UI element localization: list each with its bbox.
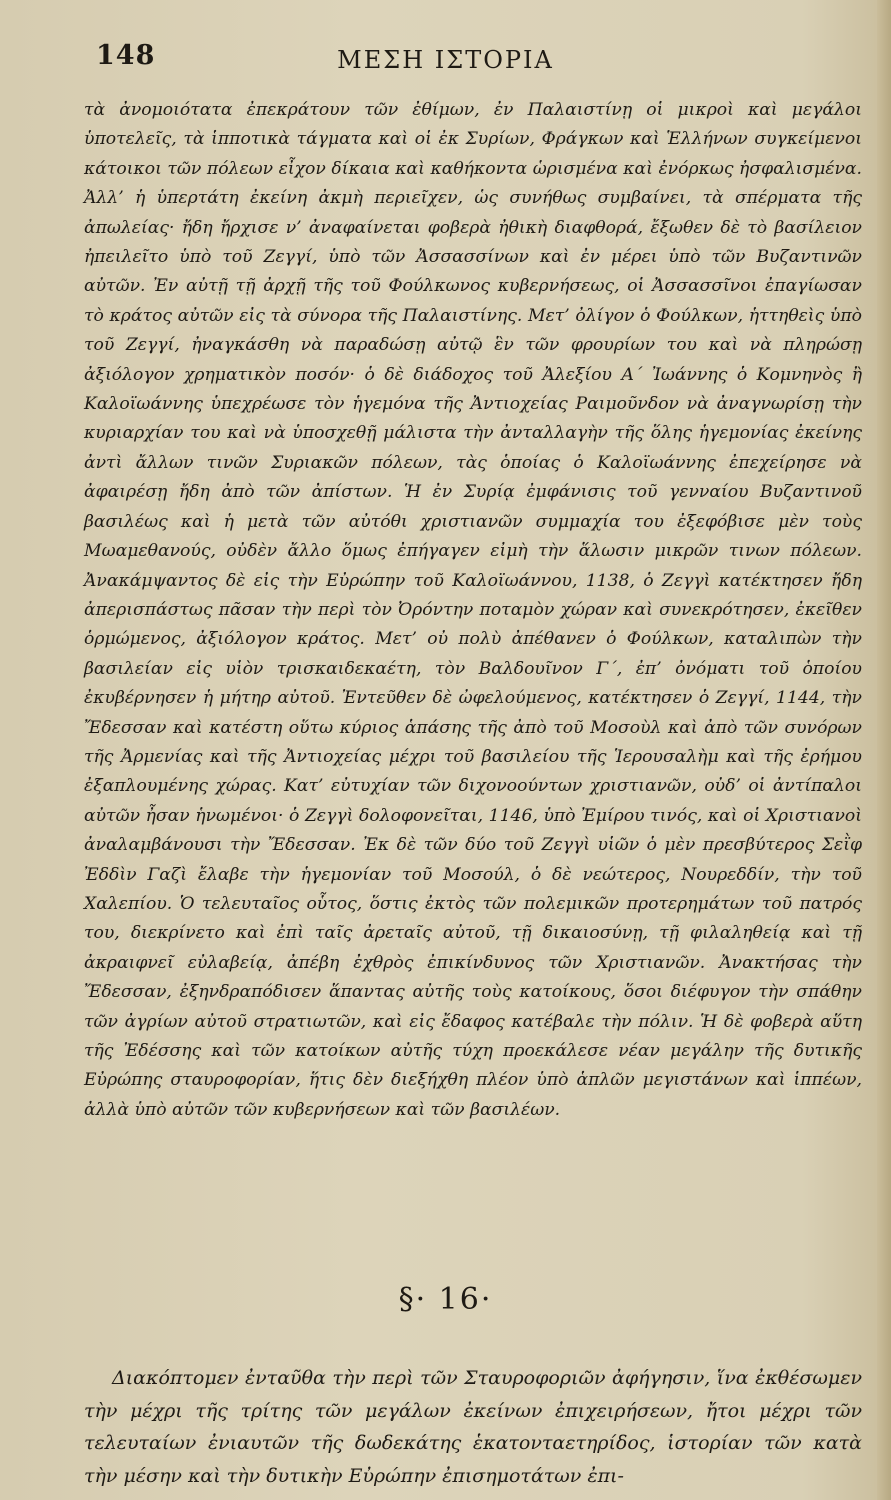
page-header xyxy=(0,40,891,90)
paragraph-2: Διακόπτομεν ἐνταῦθα τὴν περὶ τῶν Σταυροφοριῶν ἀφήγησιν, ἵνα ἐκθέσωμεν τὴν μέχρι τῆς τρίτης τῶν μεγάλων ἐκείνων ἐπιχειρήσεων, ἤτοι μέχρι τῶν τελευταίων ἐνιαυτῶν τῆς δωδεκάτης ἑκατονταετηρίδος, ἱστορίαν τῶν κατὰ τὴν μέσην καὶ τὴν δυτικὴν Εὐρώπην ἐπισημοτάτων ἐπι- xyxy=(84,1367,862,1487)
page-number: 148 xyxy=(96,40,156,71)
page-edge xyxy=(877,0,891,1500)
paragraph-1: τὰ ἀνομοιότατα ἐπεκράτουν τῶν ἐθίμων, ἐν Παλαιστίνῃ οἱ μικροὶ καὶ μεγάλοι ὑποτελεῖς, τὰ ἱπποτικὰ τάγματα καὶ οἱ ἐκ Συρίων, Φράγκων καὶ Ἑλλήνων συγκείμενοι κάτοικοι τῶν πόλεων εἶχον δίκαια καὶ καθήκοντα ὡρισμένα καὶ ἐνόρκως ἠσφαλισμένα. Ἀλλ’ ἡ ὑπερτάτη ἐκείνη ἀκμὴ περιεῖχεν, ὡς συνήθως συμβαίνει, τὰ σπέρματα τῆς ἀπωλείας· ἤδη ἤρχισε ν’ ἀναφαίνεται φοβερὰ ἠθικὴ διαφθορά, ἔξωθεν δὲ τὸ βασίλειον ἠπειλεῖτο ὑπὸ τοῦ Ζεγγί, ὑπὸ τῶν Ἀσσασσίνων καὶ ἐν μέρει ὑπὸ τῶν Βυζαντινῶν αὐτῶν. Ἐν αὐτῇ τῇ ἀρχῇ τῆς τοῦ Φούλκωνος κυβερνήσεως, οἱ Ἀσσασσῖνοι ἐπαγίωσαν τὸ κράτος αὐτῶν εἰς τὰ σύνορα τῆς Παλαιστίνης. Μετ’ ὀλίγον ὁ Φούλκων, ἡττηθεὶς ὑπὸ τοῦ Ζεγγί, ἠναγκάσθη νὰ παραδώσῃ αὐτῷ ἓν τῶν φρουρίων του καὶ νὰ πληρώσῃ ἀξιόλογον χρηματικὸν ποσόν· ὁ δὲ διάδοχος τοῦ Ἀλεξίου Α΄ Ἰωάννης ὁ Κομνηνὸς ἢ Καλοϊωάννης ὑπεχρέωσε τὸν ἡγεμόνα τῆς Ἀντιοχείας Ραιμοῦνδον νὰ ἀναγνωρίσῃ τὴν κυριαρχίαν του καὶ νὰ ὑποσχεθῇ μάλιστα τὴν ἀνταλλαγὴν τῆς ὅλης ἡγεμονίας ἐκείνης ἀντὶ ἄλλων τινῶν Συριακῶν πόλεων, τὰς ὁποίας ὁ Καλοϊωάννης ἐπεχείρησε νὰ ἀφαιρέσῃ ἤδη ἀπὸ τῶν ἀπίστων. Ἡ ἐν Συρίᾳ ἐμφάνισις τοῦ γενναίου Βυζαντινοῦ βασιλέως καὶ ἡ μετὰ τῶν αὐτόθι χριστιανῶν συμμαχία του ἐξεφόβισε μὲν τοὺς Μωαμεθανούς, οὐδὲν ἄλλο ὅμως ἐπήγαγεν εἰμὴ τὴν ἅλωσιν μικρῶν τινων πόλεων. Ἀνακάμψαντος δὲ εἰς τὴν Εὐρώπην τοῦ Καλοϊωάννου, 1138, ὁ Ζεγγὶ κατέκτησεν ἤδη ἀπερισπάστως πᾶσαν τὴν περὶ τὸν Ὀρόντην ποταμὸν χώραν καὶ συνεκρότησεν, ἐκεῖθεν ὁρμώμενος, ἀξιόλογον κράτος. Μετ’ οὐ πολὺ ἀπέθανεν ὁ Φούλκων, καταλιπὼν τὴν βασιλείαν εἰς υἱὸν τρισκαιδεκαέτη, τὸν Βαλδουῖνον Γ΄, ἐπ’ ὀνόματι τοῦ ὁποίου ἐκυβέρνησεν ἡ μήτηρ αὐτοῦ. Ἐντεῦθεν δὲ ὠφελούμενος, κατέκτησεν ὁ Ζεγγί, 1144, τὴν Ἔδεσσαν καὶ κατέστη οὕτω κύριος ἁπάσης τῆς ἀπὸ τοῦ Μοσοὺλ καὶ ἀπὸ τῶν συνόρων τῆς Ἀρμενίας καὶ τῆς Ἀντιοχείας μέχρι τοῦ βασιλείου τῆς Ἱερουσαλὴμ καὶ τῆς ἐρήμου ἐξαπλουμένης χώρας. Κατ’ εὐτυχίαν τῶν διχονοούντων χριστιανῶν, οὐδ’ οἱ ἀντίπαλοι αὐτῶν ἦσαν ἡνωμένοι· ὁ Ζεγγὶ δολοφονεῖται, 1146, ὑπὸ Ἐμίρου τινός, καὶ οἱ Χριστιανοὶ ἀναλαμβάνουσι τὴν Ἔδεσσαν. Ἐκ δὲ τῶν δύο τοῦ Ζεγγὶ υἱῶν ὁ μὲν πρεσβύτερος Σεῒφ Ἐδδὶν Γαζὶ ἔλαβε τὴν ἡγεμονίαν τοῦ Μοσούλ, ὁ δὲ νεώτερος, Νουρεδδίν, τὴν τοῦ Χαλεπίου. Ὁ τελευταῖος οὗτος, ὅστις ἐκτὸς τῶν πολεμικῶν προτερημάτων τοῦ πατρός του, διεκρίνετο καὶ ἐπὶ ταῖς ἀρεταῖς αὐτοῦ, τῇ δικαιοσύνῃ, τῇ φιλαληθείᾳ καὶ τῇ ἀκραιφνεῖ εὐλαβείᾳ, ἀπέβη ἐχθρὸς ἐπικίνδυνος τῶν Χριστιανῶν. Ἀνακτήσας τὴν Ἔδεσσαν, ἐξηνδραπόδισεν ἅπαντας αὐτῆς τοὺς κατοίκους, ὅσοι διέφυγον τὴν σπάθην τῶν ἀγρίων αὐτοῦ στρατιωτῶν, καὶ εἰς ἔδαφος κατέβαλε τὴν πόλιν. Ἡ δὲ φοβερὰ αὕτη τῆς Ἐδέσσης καὶ τῶν κατοίκων αὐτῆς τύχη προεκάλεσε νέαν μεγάλην τῆς δυτικῆς Εὐρώπης σταυροφορίαν, ἥτις δὲν διεξήχθη πλέον ὑπὸ ἁπλῶν μεγιστάνων καὶ ἱππέων, ἀλλὰ ὑπὸ αὐτῶν τῶν κυβερνήσεων καὶ τῶν βασιλέων. xyxy=(84,100,862,1120)
running-title: ΜΕΣΗ ΙΣΤΟΡΙΑ xyxy=(337,46,554,74)
section-heading: §· 16· xyxy=(398,1282,493,1317)
second-text-block xyxy=(84,1362,862,1492)
main-text-block xyxy=(84,96,862,1125)
